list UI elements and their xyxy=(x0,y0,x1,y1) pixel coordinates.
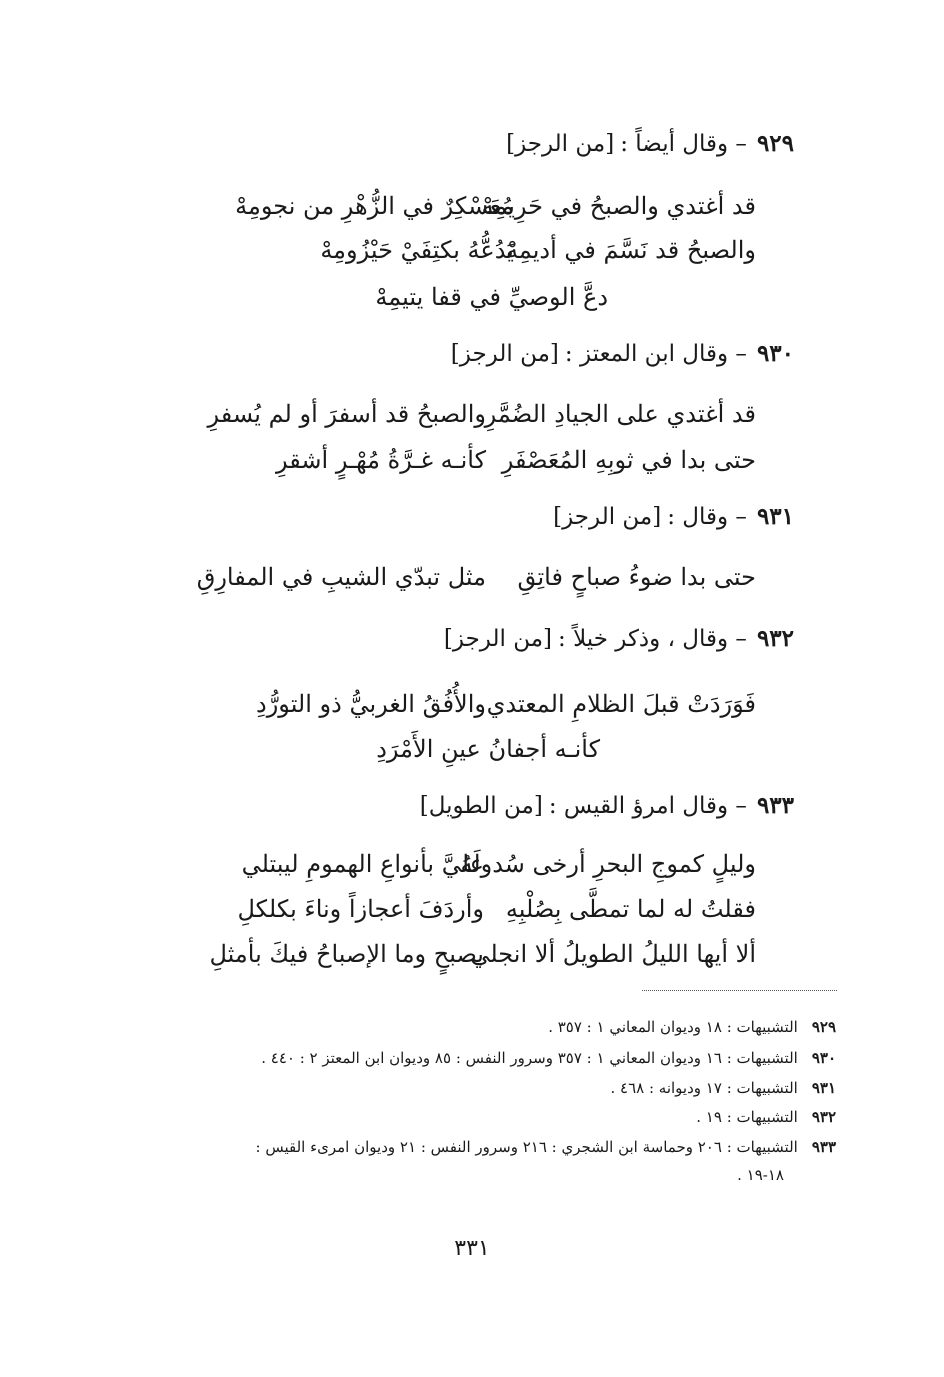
verse-hemistich: والصبحُ قد نَسَّمَ في أديمِهْ xyxy=(505,236,756,264)
footnote xyxy=(261,1049,836,1067)
footnote-number: ٩٣٣ xyxy=(811,1138,836,1156)
section-number: ٩٢٩ xyxy=(756,130,794,157)
footnote xyxy=(256,1138,836,1156)
footnote-text: التشبيهات : ٢٠٦ وحماسة ابن الشجري : ٢١٦ وسرور النفس : ٢١ وديوان امرىء القيس : xyxy=(255,1138,798,1156)
section-intro: – وقال ابن المعتز : xyxy=(564,341,747,367)
section-heading xyxy=(506,130,794,157)
verse-hemistich: قد أغتدي على الجيادِ الضُمَّرِ xyxy=(484,400,756,428)
verse-hemistich: حتى بدا في ثوبِهِ المُعَصْفَرِ xyxy=(501,446,756,474)
verse-hemistich: وأردَفَ أعجازاً وناءَ بكلكلِ xyxy=(237,895,484,923)
verse-hemistich: والأُفُقُ الغربيُّ ذو التورُّدِ xyxy=(256,690,486,718)
verse-hemistich: بصبحٍ وما الإصباحُ فيكَ بأمثلِ xyxy=(209,940,484,968)
section-heading xyxy=(444,625,794,652)
page-number: ٣٣١ xyxy=(454,1236,490,1261)
verse-hemistich: كأنـه غـرَّةُ مُهْـرٍ أشقرِ xyxy=(276,446,486,474)
meter-label: [من الطويل] xyxy=(419,793,543,819)
meter-label: [من الرجز] xyxy=(506,131,615,157)
verse-hemistich: كأنـه أجفانُ عينِ الأَمْرَدِ xyxy=(376,735,600,763)
verse-hemistich: قد أغتدي والصبحُ في حَرِيمِهْ xyxy=(481,192,756,220)
section-number: ٩٣٠ xyxy=(756,340,794,367)
section-intro: – وقال امرؤ القيس : xyxy=(548,793,747,819)
footnote-number: ٩٣٢ xyxy=(811,1108,836,1126)
section-intro: – وقال أيضاً : xyxy=(620,131,747,157)
section-heading xyxy=(420,792,794,819)
section-number: ٩٣٢ xyxy=(756,625,794,652)
footnote xyxy=(610,1079,836,1097)
section-heading xyxy=(451,340,794,367)
footnote-text: التشبيهات : ١٨ وديوان المعاني ١ : ٣٥٧ . xyxy=(548,1018,798,1036)
footnote-number: ٩٣١ xyxy=(811,1079,836,1097)
verse-hemistich: فَوَرَدَتْ قبلَ الظلامِ المعتدي xyxy=(486,690,756,718)
section-heading xyxy=(553,503,794,530)
footnote-text: التشبيهات : ١٩ . xyxy=(696,1108,798,1126)
footnote-continuation: ١٨-١٩ . xyxy=(737,1166,784,1184)
verse-hemistich: وليلٍ كموجِ البحرِ أرخى سُدولَهُ xyxy=(460,850,756,878)
verse-hemistich: مُعَسْكِرٌ في الزُّهْرِ من نجومِهْ xyxy=(235,192,514,220)
section-number: ٩٣١ xyxy=(756,503,794,530)
footnote xyxy=(696,1108,836,1126)
meter-label: [من الرجز] xyxy=(553,504,662,530)
section-intro: – وقال : xyxy=(667,504,747,530)
verse-hemistich: والصبحُ قد أسفرَ أو لم يُسفرِ xyxy=(207,400,486,428)
section-intro: – وقال ، وذكر خيلاً : xyxy=(558,626,747,652)
footnote-text: التشبيهات : ١٧ وديوانه : ٤٦٨ . xyxy=(610,1079,798,1097)
verse-hemistich: دعَّ الوصيِّ في قفا يتيمِهْ xyxy=(375,283,608,311)
verse-hemistich: يَدُعُّهُ بكتِفَيْ حَيْزُومِهْ xyxy=(320,236,514,264)
verse-hemistich: عليَّ بأنواعِ الهمومِ ليبتلي xyxy=(241,850,484,878)
footnote-number: ٩٢٩ xyxy=(811,1018,836,1036)
meter-label: [من الرجز] xyxy=(450,341,559,367)
meter-label: [من الرجز] xyxy=(443,626,553,652)
verse-hemistich: ألا أيها الليلُ الطويلُ ألا انجلي xyxy=(470,940,756,968)
section-number: ٩٣٣ xyxy=(756,792,794,819)
footnote xyxy=(548,1018,836,1036)
footnote-text: التشبيهات : ١٦ وديوان المعاني ١ : ٣٥٧ وسرور النفس : ٨٥ وديوان ابن المعتز ٢ : ٤٤٠ . xyxy=(261,1049,798,1067)
footnote-separator xyxy=(642,990,837,991)
verse-hemistich: فقلتُ له لما تمطَّى بِصُلْبِهِ xyxy=(505,895,756,923)
verse-hemistich: مثل تبدّي الشيبِ في المفارِقِ xyxy=(196,563,486,591)
verse-hemistich: حتى بدا ضوءُ صباحٍ فاتِقِ xyxy=(517,563,756,591)
footnote-number: ٩٣٠ xyxy=(811,1049,836,1067)
